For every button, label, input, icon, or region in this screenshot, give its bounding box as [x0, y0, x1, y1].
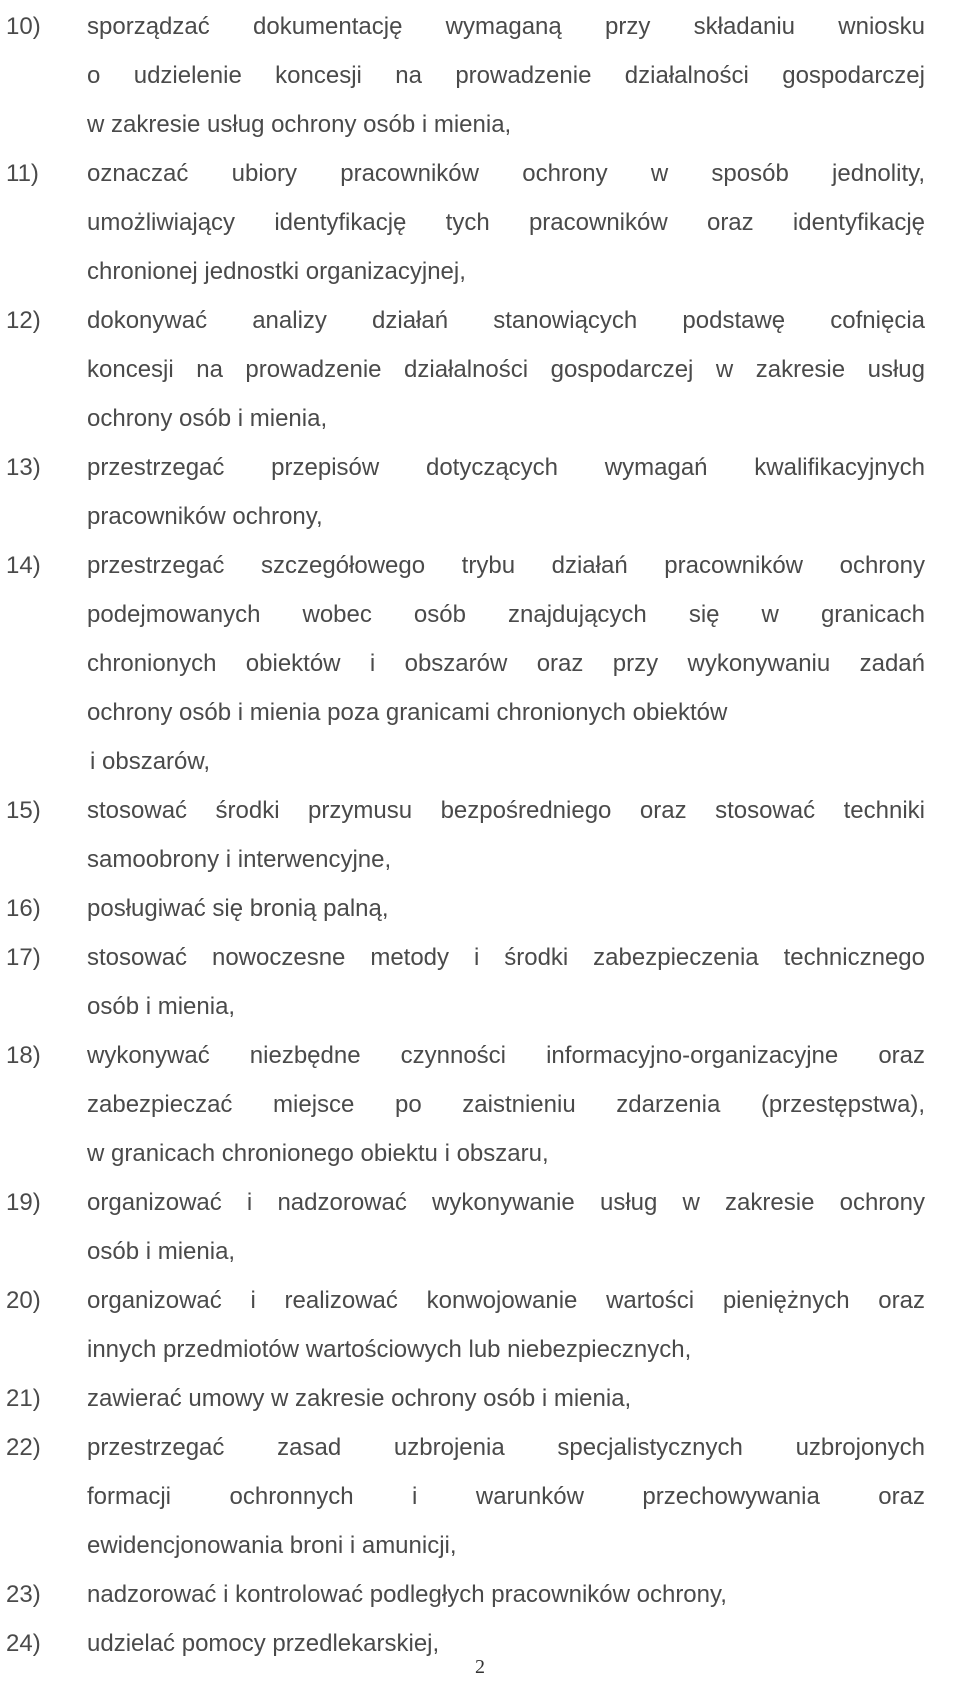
list-item-text-line: pracowników ochrony,: [87, 503, 323, 530]
list-item-text-line: formacji ochronnych i warunków przechowywania oraz: [87, 1483, 925, 1510]
list-item-text-line: wykonywać niezbędne czynności informacyjno-organizacyjne oraz: [87, 1042, 925, 1069]
list-item-text-line: nadzorować i kontrolować podległych pracowników ochrony,: [87, 1581, 727, 1608]
list-item-text-line: stosować środki przymusu bezpośredniego oraz stosować techniki: [87, 797, 925, 824]
list-item-text-line: zawierać umowy w zakresie ochrony osób i mienia,: [87, 1385, 632, 1412]
list-item: [0, 1178, 960, 1276]
list-item-text-line: ewidencjonowania broni i amunicji,: [87, 1532, 457, 1559]
list-item-text-line: oznaczać ubiory pracowników ochrony w sposób jednolity,: [87, 160, 925, 187]
list-item-text-line: przestrzegać zasad uzbrojenia specjalistycznych uzbrojonych: [87, 1434, 925, 1461]
list-item-text-line: sporządzać dokumentację wymaganą przy składaniu wniosku: [87, 13, 925, 40]
list-item: [0, 786, 960, 884]
list-item-text-line: organizować i nadzorować wykonywanie usług w zakresie ochrony: [87, 1189, 925, 1216]
list-item-number: 23): [6, 1581, 41, 1608]
list-item-text-line: osób i mienia,: [87, 993, 236, 1020]
list-item-text-line: i obszarów,: [90, 748, 211, 775]
list-item-number: 19): [6, 1189, 41, 1216]
list-item-text-line: zabezpieczać miejsce po zaistnieniu zdarzenia (przestępstwa),: [87, 1091, 925, 1118]
list-item-number: 14): [6, 552, 41, 579]
list-item-text-line: koncesji na prowadzenie działalności gospodarczej w zakresie usług: [87, 356, 925, 383]
list-item-text-line: organizować i realizować konwojowanie wartości pieniężnych oraz: [87, 1287, 925, 1314]
numbered-list: [0, 2, 960, 1668]
list-item-number: 18): [6, 1042, 41, 1069]
list-item-text-line: ochrony osób i mienia,: [87, 405, 328, 432]
list-item-text-line: posługiwać się bronią palną,: [87, 895, 389, 922]
list-item-text-line: w granicach chronionego obiektu i obszaru,: [87, 1140, 549, 1167]
list-item: [0, 443, 960, 541]
list-item: [0, 884, 960, 933]
list-item-number: 22): [6, 1434, 41, 1461]
list-item-number: 12): [6, 307, 41, 334]
page-number: 2: [475, 1656, 485, 1678]
list-item: [0, 933, 960, 1031]
list-item: [0, 541, 960, 786]
list-item-text-line: przestrzegać przepisów dotyczących wymagań kwalifikacyjnych: [87, 454, 925, 481]
list-item-text-line: ochrony osób i mienia poza granicami chronionych obiektów: [87, 699, 728, 726]
list-item-text-line: chronionej jednostki organizacyjnej,: [87, 258, 466, 285]
list-item: [0, 1423, 960, 1570]
list-item-number: 21): [6, 1385, 41, 1412]
list-item-number: 24): [6, 1630, 41, 1657]
list-item: [0, 2, 960, 149]
list-item-text-line: chronionych obiektów i obszarów oraz przy wykonywaniu zadań: [87, 650, 925, 677]
list-item: [0, 1570, 960, 1619]
list-item-text-line: przestrzegać szczegółowego trybu działań pracowników ochrony: [87, 552, 925, 579]
list-item-number: 11): [6, 160, 39, 187]
list-item-text-line: udzielać pomocy przedlekarskiej,: [87, 1630, 440, 1657]
list-item-number: 20): [6, 1287, 41, 1314]
list-item: [0, 1374, 960, 1423]
list-item: [0, 1031, 960, 1178]
list-item-text-line: stosować nowoczesne metody i środki zabezpieczenia technicznego: [87, 944, 925, 971]
list-item-text-line: dokonywać analizy działań stanowiących podstawę cofnięcia: [87, 307, 925, 334]
list-item-number: 16): [6, 895, 41, 922]
list-item: [0, 296, 960, 443]
list-item-text-line: osób i mienia,: [87, 1238, 236, 1265]
list-item-text-line: umożliwiający identyfikację tych pracowników oraz identyfikację: [87, 209, 925, 236]
list-item-text-line: o udzielenie koncesji na prowadzenie działalności gospodarczej: [87, 62, 925, 89]
list-item-number: 17): [6, 944, 41, 971]
list-item-number: 15): [6, 797, 41, 824]
list-item-text-line: samoobrony i interwencyjne,: [87, 846, 392, 873]
list-item-text-line: w zakresie usług ochrony osób i mienia,: [87, 111, 512, 138]
list-item: [0, 1276, 960, 1374]
list-item-number: 13): [6, 454, 41, 481]
list-item-text-line: podejmowanych wobec osób znajdujących się w granicach: [87, 601, 925, 628]
list-item-number: 10): [6, 13, 41, 40]
list-item: [0, 149, 960, 296]
list-item-text-line: innych przedmiotów wartościowych lub niebezpiecznych,: [87, 1336, 692, 1363]
